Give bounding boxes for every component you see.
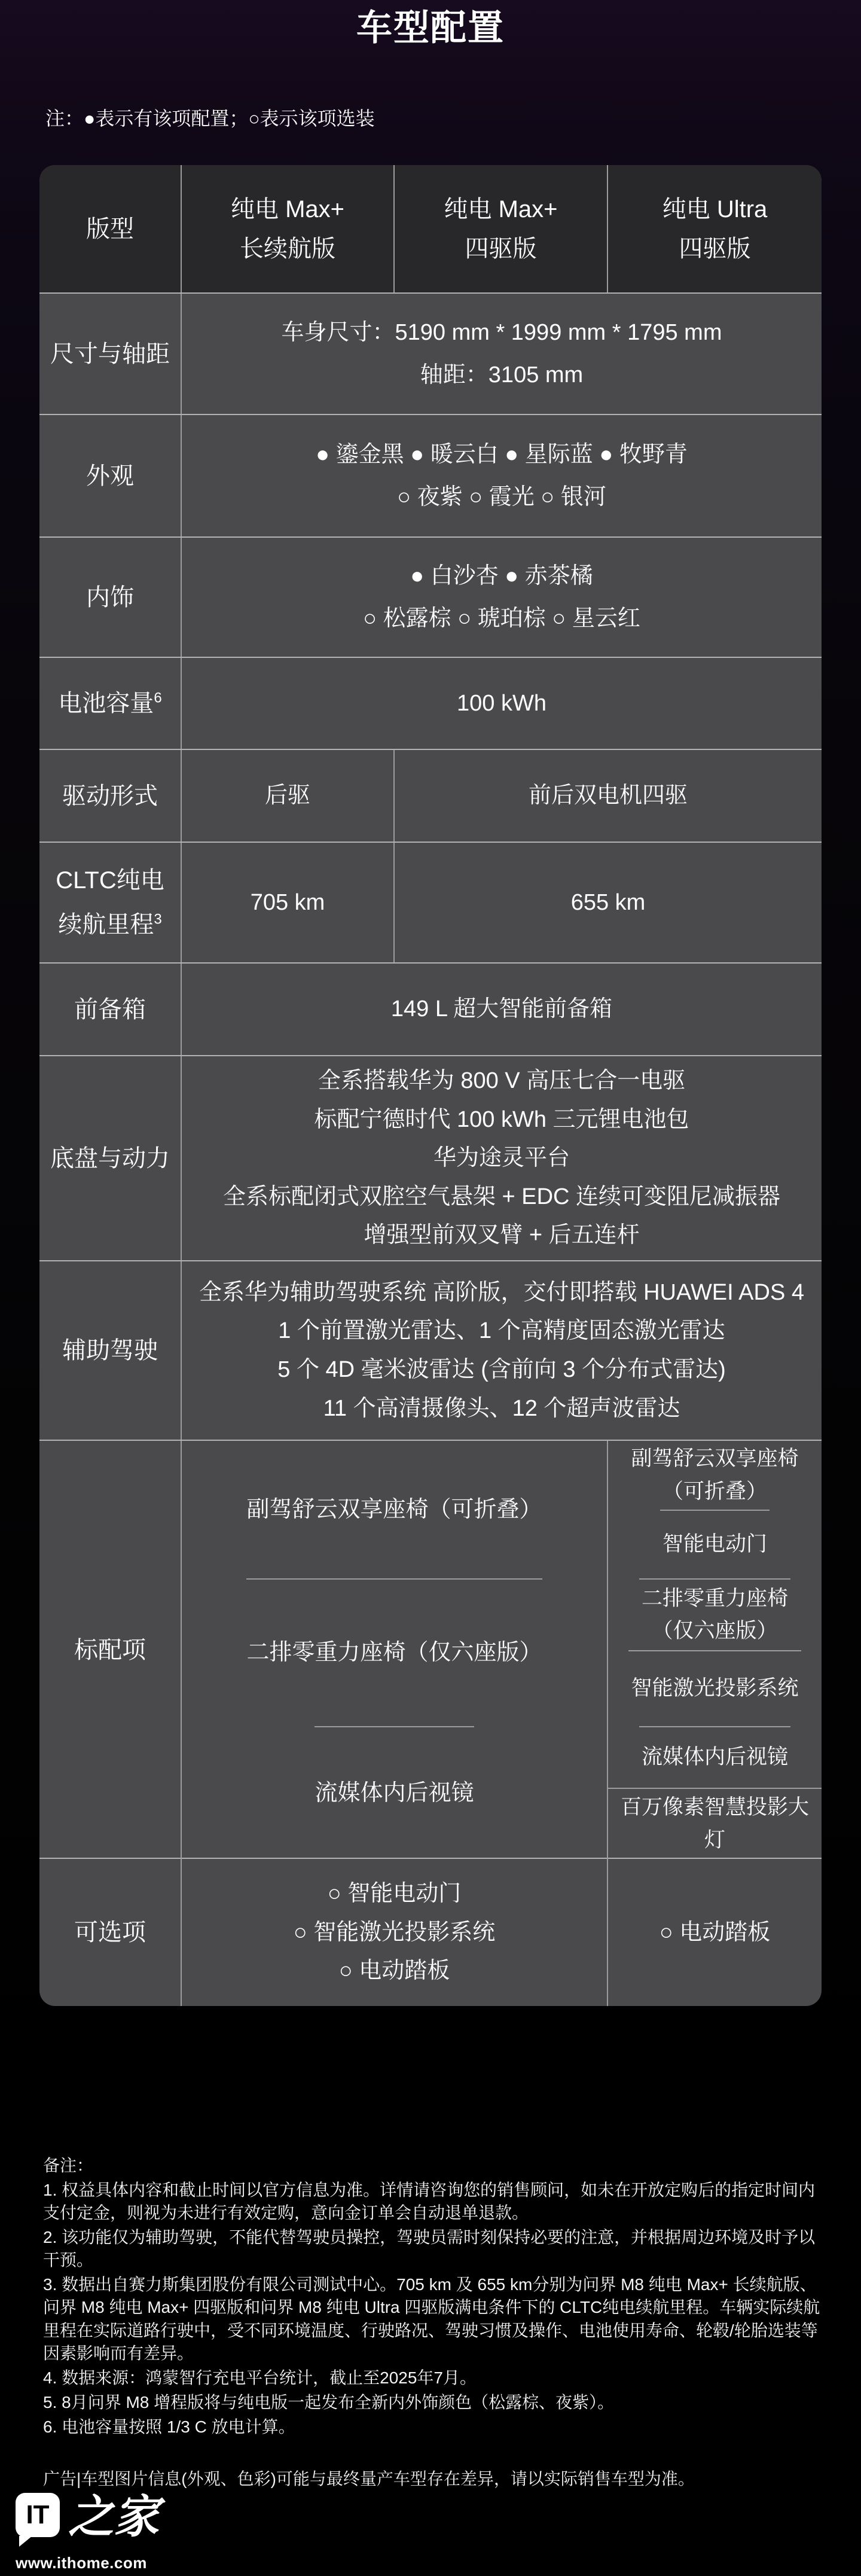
- cell-drivetrain-awd: 前后双电机四驱: [393, 750, 822, 842]
- row-cltc-range: [39, 842, 822, 962]
- footnote-item: 4. 数据来源：鸿蒙智行充电平台统计，截止至2025年7月。: [43, 2368, 477, 2387]
- ultra-standard-item-smart-door: 智能电动门: [660, 1510, 770, 1578]
- header-trim-ultra-awd: [607, 165, 822, 292]
- footnote-item: 1. 权益具体内容和截止时间以官方信息为准。详情请咨询您的销售顾问，如未在开放定购后的指定时间内支付定金，则视为未进行有效定购，意向金订单会自动退单退款。: [43, 2181, 816, 2223]
- chassis-line: 标配宁德时代 100 kWh 三元锂电池包: [314, 1106, 689, 1132]
- item-line: 二排零重力座椅: [641, 1586, 788, 1610]
- ithome-brand: [16, 2490, 159, 2572]
- body-size-line: 车身尺寸：5190 mm * 1999 mm * 1795 mm: [281, 320, 722, 346]
- ultra-standard-item-zero-gravity-seat: [639, 1578, 790, 1650]
- footnote-item: 5. 8月问界 M8 增程版将与纯电版一起发布全新内外饰颜色（松露棕、夜紫）。: [43, 2392, 615, 2412]
- footnote-sup: 6: [154, 690, 162, 706]
- chassis-line: 华为途灵平台: [433, 1145, 570, 1171]
- optional-config-ultra-column: ○ 电动踏板: [607, 1859, 822, 2006]
- interior-standard-colors: ● 白沙杏 ● 赤茶橘: [410, 563, 593, 589]
- item-line: 副驾舒云双享座椅: [631, 1447, 799, 1471]
- trim-name-line: 纯电 Max+: [230, 196, 345, 222]
- optional-config-max-column: [181, 1859, 607, 2006]
- adas-line: 1 个前置激光雷达、1 个高精度固态激光雷达: [278, 1318, 725, 1344]
- row-label-cltc-range: [39, 843, 181, 962]
- row-label-standard-config: 标配项: [74, 1636, 146, 1663]
- standard-config-ultra-column: [607, 1441, 822, 1859]
- row-label-dimensions: 尺寸与轴距: [50, 340, 170, 367]
- exterior-optional-colors: ○ 夜紫 ○ 霞光 ○ 银河: [397, 484, 606, 510]
- exterior-standard-colors: ● 鎏金黑 ● 暖云白 ● 星际蓝 ● 牧野青: [316, 442, 688, 468]
- adas-line: 5 个 4D 毫米波雷达 (含前向 3 个分布式雷达): [277, 1357, 726, 1382]
- logo-it-text: IT: [26, 2500, 50, 2529]
- row-standard-config: [39, 1440, 822, 1858]
- cltc-label-line2: 续航里程$^3$: [58, 911, 162, 938]
- cell-range-awd: 655 km: [393, 843, 822, 962]
- optional-item-smart-door: ○ 智能电动门: [327, 1881, 462, 1907]
- header-trim-max-long: [181, 165, 393, 292]
- footnotes-heading: 备注：: [43, 2156, 94, 2175]
- cell-adas-details: [181, 1261, 822, 1440]
- adas-line: 11 个高清摄像头、12 个超声波雷达: [323, 1395, 680, 1421]
- page-title: 车型配置: [356, 8, 505, 48]
- ultra-standard-item-smart-headlights: 百万像素智慧投影大灯: [608, 1788, 822, 1859]
- row-label-optional-config: 可选项: [74, 1919, 146, 1946]
- standard-item-streaming-mirror: 流媒体内后视镜: [315, 1726, 474, 1859]
- item-line: （仅六座版）: [652, 1619, 778, 1642]
- ultra-standard-item-laser-projection: 智能激光投影系统: [628, 1650, 801, 1726]
- trim-name-line: 纯电 Max+: [444, 196, 558, 222]
- row-frunk: [39, 962, 822, 1055]
- cltc-label-line1: CLTC纯电: [56, 867, 164, 894]
- standard-config-max-column: [181, 1441, 607, 1859]
- cell-interior-colors: [181, 538, 822, 657]
- chassis-line: 全系搭载华为 800 V 高压七合一电驱: [317, 1068, 686, 1094]
- footnote-item: 3. 数据出自赛力斯集团股份有限公司测试中心。705 km 及 655 km分别为问界 M8 纯电 Max+ 长续航版、问界 M8 纯电 Max+ 四驱版和问界 M8 纯电 Ultra 四驱版满电条件下的 CLTC纯电续航里程。车辆实际续航里程在实际道路行驶中，受不同环境温度、行驶路况、驾驶习惯及操作、电池使用寿命、轮毂/轮胎选装等因素影响而有差异。: [43, 2275, 820, 2362]
- site-url: www.ithome.com: [16, 2554, 147, 2572]
- chassis-line: 全系标配闭式双腔空气悬架 + EDC 连续可变阻尼减振器: [222, 1184, 781, 1209]
- ithome-logo-icon: [16, 2493, 60, 2537]
- config-table: [39, 165, 822, 2006]
- row-dimensions: [39, 292, 822, 414]
- cell-dimensions-value: [181, 294, 822, 414]
- cell-chassis-details: [181, 1056, 822, 1260]
- ithome-logo: [16, 2490, 159, 2543]
- ultra-standard-item-folding-seat: [628, 1441, 801, 1510]
- cell-battery-value: 100 kWh: [181, 658, 822, 749]
- footnote-sup: 3: [154, 911, 162, 928]
- row-drivetrain: [39, 749, 822, 842]
- cell-exterior-colors: [181, 415, 822, 536]
- cell-frunk-value: 149 L 超大智能前备箱: [181, 964, 822, 1055]
- row-optional-config: [39, 1858, 822, 2006]
- header-label-trim: 版型: [86, 215, 134, 242]
- row-battery: [39, 657, 822, 749]
- battery-label-text: 电池容量$^6$: [58, 690, 162, 717]
- row-label-drivetrain: 驱动形式: [62, 782, 158, 809]
- wheelbase-line: 轴距：3105 mm: [420, 362, 584, 388]
- row-chassis: [39, 1055, 822, 1260]
- standard-item-folding-seat: 副驾舒云双享座椅（可折叠）: [246, 1496, 542, 1522]
- row-adas: [39, 1260, 822, 1440]
- logo-zhijia-text: 之家: [68, 2490, 159, 2543]
- row-label-adas: 辅助驾驶: [62, 1337, 158, 1364]
- trim-name-line: 纯电 Ultra: [662, 196, 768, 222]
- item-line: （可折叠）: [662, 1479, 767, 1503]
- header-trim-max-awd: [393, 165, 607, 292]
- chassis-line: 增强型前双叉臂 + 后五连杆: [364, 1223, 640, 1248]
- trim-name-line: 四驱版: [465, 235, 537, 262]
- row-label-interior: 内饰: [86, 584, 134, 611]
- footnotes-block: [43, 2154, 830, 2438]
- ultra-standard-item-streaming-mirror: 流媒体内后视镜: [639, 1726, 790, 1788]
- optional-item-power-step: ○ 电动踏板: [338, 1958, 450, 1984]
- optional-item-laser-projection: ○ 智能激光投影系统: [293, 1919, 496, 1945]
- footnote-item: 2. 该功能仅为辅助驾驶，不能代替驾驶员操控，驾驶员需时刻保持必要的注意，并根据周边环境及时予以干预。: [43, 2228, 816, 2270]
- cell-drivetrain-rwd: 后驱: [181, 750, 393, 842]
- interior-optional-colors: ○ 松露棕 ○ 琥珀棕 ○ 星云红: [363, 605, 640, 631]
- table-header-row: [39, 165, 822, 292]
- row-label-chassis: 底盘与动力: [50, 1145, 170, 1172]
- adas-line: 全系华为辅助驾驶系统 高阶版，交付即搭载 HUAWEI ADS 4: [199, 1279, 804, 1305]
- row-exterior: [39, 414, 822, 536]
- trim-name-line: 四驱版: [679, 235, 751, 262]
- standard-item-zero-gravity-seat: 二排零重力座椅（仅六座版）: [246, 1578, 542, 1726]
- legend-note: 注：●表示有该项配置；○表示该项选装: [45, 108, 375, 129]
- cell-range-long: 705 km: [181, 843, 393, 962]
- trim-name-line: 长续航版: [240, 235, 335, 262]
- ad-disclaimer: 广告|车型图片信息(外观、色彩)可能与最终量产车型存在差异，请以实际销售车型为准。: [43, 2469, 695, 2488]
- row-label-frunk: 前备箱: [74, 996, 146, 1023]
- footnote-item: 6. 电池容量按照 1/3 C 放电计算。: [43, 2417, 295, 2436]
- row-interior: [39, 536, 822, 657]
- row-label-battery: [39, 658, 181, 749]
- row-label-exterior: 外观: [86, 462, 134, 489]
